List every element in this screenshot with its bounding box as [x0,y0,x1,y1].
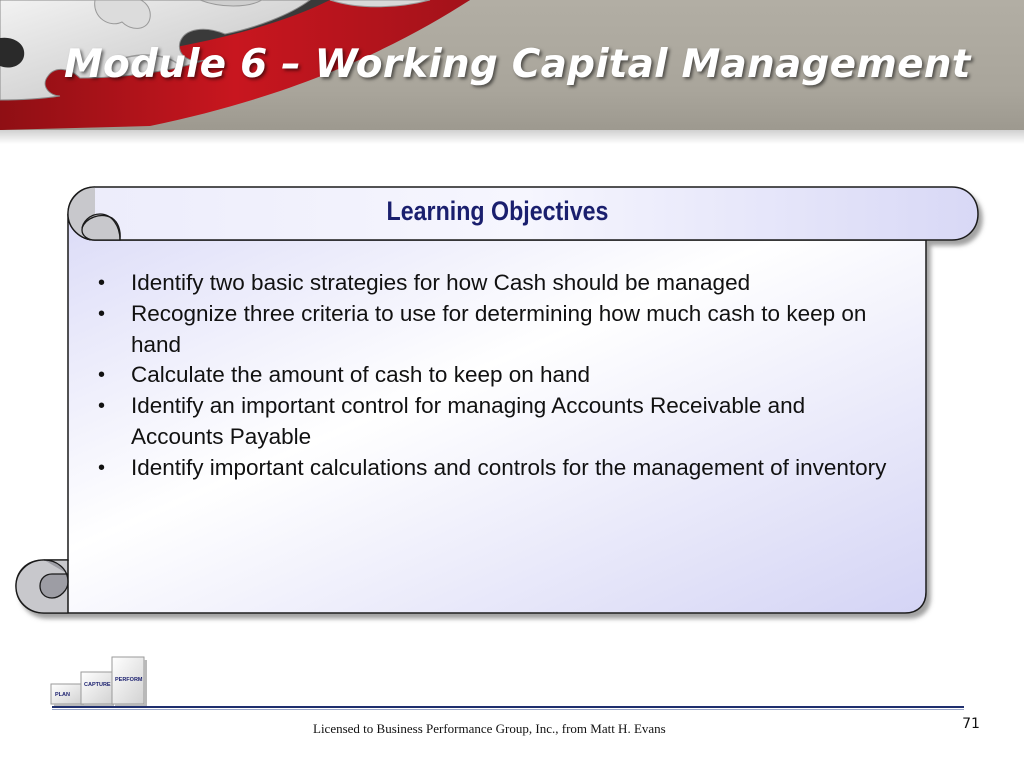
license-text: Licensed to Business Performance Group, Inc., from Matt H. Evans [313,721,666,736]
footer-divider [52,706,964,708]
logo-step-capture: CAPTURE [84,682,111,688]
objective-text: Calculate the amount of cash to keep on hand [131,362,591,388]
page-number: 71 [962,716,980,732]
list-item [98,268,898,299]
list-item [98,299,898,361]
bullet-icon: • [98,272,106,294]
objective-text: Recognize three criteria to use for determining how much cash to keep on hand [131,300,867,357]
list-item [98,453,898,484]
objectives-list [98,268,898,484]
list-item [98,391,898,453]
objective-text: Identify important calculations and controls for the management of inventory [131,454,887,480]
objective-text: Identify an important control for managing Accounts Receivable and Accounts Payable [131,393,806,449]
panel-heading: Learning Objectives [386,196,609,226]
bullet-icon: • [98,395,106,418]
logo-step-plan: PLAN [55,692,70,698]
plan-capture-perform-logo [50,654,150,708]
bullet-icon: • [98,456,106,479]
logo-step-perform: PERFORM [115,677,143,683]
bullet-icon: • [98,364,106,387]
list-item [98,360,898,391]
footer-divider-light [52,709,964,710]
objective-text: Identify two basic strategies for how Cash should be managed [131,270,751,295]
slide-title: Module 6 – Working Capital Management [64,42,971,87]
bullet-icon: • [98,302,106,325]
